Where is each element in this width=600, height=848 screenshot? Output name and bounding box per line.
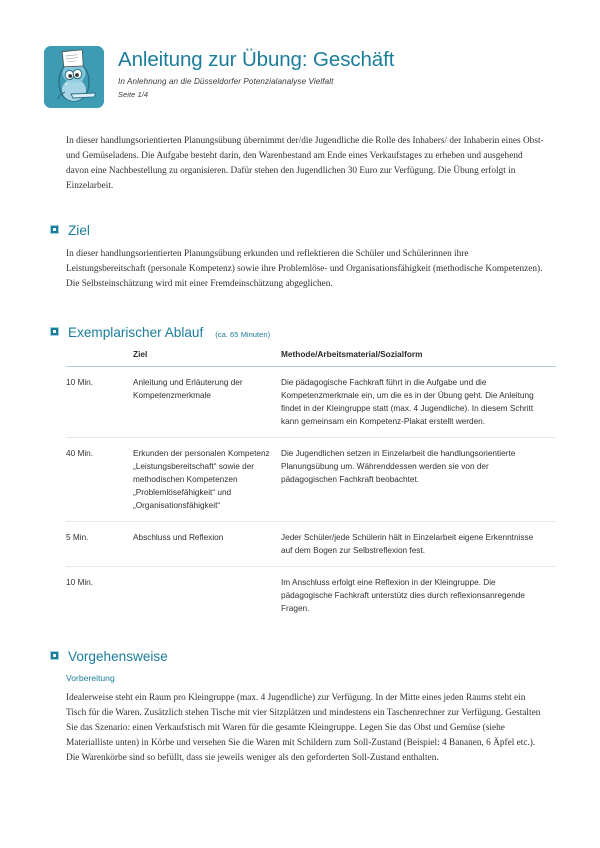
section-ziel bbox=[40, 224, 548, 292]
cell-methode: Die pädagogische Fachkraft führt in die Aufgabe und die Kompetenzmerkmale ein, um die es in der Übung geht. Die Anleitung findet in der Kleingruppe statt (max. 4 Jugendliche). In diesem Schritt kann gemeinsam ein Kompetenz-Plakat erstellt werden. bbox=[281, 366, 556, 437]
column-header-methode: Methode/Arbeitsmaterial/Sozialform bbox=[281, 349, 556, 367]
ziel-paragraph: In dieser handlungsorientierten Planungsübung erkunden und reflektieren die Schüler und Schülerinnen ihre Leistungsbereitschaft (personale Kompetenz) sowie ihre Problemlöse- und Organisationsfähigkeit (methodische Kompetenzen). Die Selbsteinschätzung wird mit einer Fremdeinschätzung abgeglichen. bbox=[66, 248, 543, 289]
cell-ziel: Erkunden der personalen Kompetenz „Leistungsbereitschaft“ sowie der methodischen Kompetenzen „Problemlösefähigkeit“ und „Organisationsfähigkeit“ bbox=[133, 437, 281, 521]
table-row bbox=[66, 437, 556, 521]
section-vorgehensweise bbox=[40, 650, 548, 766]
cell-ziel: Anleitung und Erläuterung der Kompetenzmerkmale bbox=[133, 366, 281, 437]
section-ablauf-duration: (ca. 65 Minuten) bbox=[215, 329, 271, 339]
section-ablauf-title: Exemplarischer Ablauf bbox=[68, 324, 204, 340]
column-header-ziel: Ziel bbox=[133, 349, 281, 367]
section-ablauf bbox=[40, 326, 548, 624]
square-bullet-icon bbox=[50, 327, 59, 336]
intro-paragraph: In dieser handlungsorientierten Planungsübung übernimmt der/die Jugendliche die Rolle des Inhabers/ der Inhaberin eines Obst- und Gemüseladens. Die Aufgabe besteht darin, den Warenbestand am Ende eines Verkaufstages zu erheben und ausgehend davon eine Nachbestellung zu organisieren. Dafür stehen den Jugendlichen 30 Euro zur Verfügung. Die Übung erfolgt in Einzelarbeit. bbox=[66, 136, 544, 192]
page-title: Anleitung zur Übung: Geschäft bbox=[118, 48, 395, 71]
document-header bbox=[44, 40, 548, 108]
table-head bbox=[66, 349, 556, 367]
table-header-row bbox=[66, 349, 556, 367]
cell-time: 10 Min. bbox=[66, 366, 133, 437]
cell-time: 10 Min. bbox=[66, 577, 94, 587]
spacer bbox=[40, 296, 548, 326]
ablauf-table bbox=[66, 349, 556, 624]
cell-ziel: Abschluss und Reflexion bbox=[133, 521, 281, 566]
table-row bbox=[66, 366, 556, 437]
vorgehensweise-paragraph: Idealerweise steht ein Raum pro Kleingruppe (max. 4 Jugendliche) zur Verfügung. In der Mitte eines jeden Raums steht ein Tisch für die Waren. Zusätzlich stehen Tische mit vier Sitzplätzen und mindestens ein Taschenrechner zur Verfügung. Gestalten Sie das Szenario: einen Verkaufstisch mit Waren für die gesamte Kleingruppe. Legen Sie das Obst und Gemüse (siehe Materialliste unten) in Körbe und versehen Sie die Waren mit Schildern zum Soll-Zustand (Beispiel: 4 Bananen, 6 Äpfel etc.). Die Warenkörbe sind so befüllt, dass sie jeweils weniger als den geforderten Soll-Zustand enthalten. bbox=[66, 692, 541, 763]
square-bullet-icon bbox=[50, 651, 59, 660]
cell-time: 40 Min. bbox=[66, 437, 133, 521]
spacer bbox=[40, 628, 548, 650]
spacer bbox=[40, 770, 548, 830]
table-row bbox=[66, 566, 556, 624]
column-header-time bbox=[66, 349, 133, 367]
square-bullet-icon bbox=[50, 225, 59, 234]
table-body bbox=[66, 366, 556, 624]
cell-methode: Jeder Schüler/jede Schülerin hält in Einzelarbeit eigene Erkenntnisse auf dem Bogen zur Selbstreflexion fest. bbox=[281, 521, 556, 566]
page-subtitle: In Anlehnung an die Düsseldorfer Potenzialanalyse Vielfalt bbox=[118, 76, 334, 86]
section-vorgehensweise-heading bbox=[50, 650, 548, 664]
section-ablauf-heading bbox=[50, 326, 548, 340]
section-ziel-title: Ziel bbox=[68, 223, 90, 239]
mascot-chef-logo-icon bbox=[44, 46, 104, 108]
page-number-label: Seite 1/4 bbox=[118, 90, 149, 100]
header-text-block bbox=[118, 40, 394, 99]
section-vorgehensweise-title: Vorgehensweise bbox=[68, 648, 168, 664]
cell-ziel bbox=[133, 566, 281, 624]
cell-time: 5 Min. bbox=[66, 521, 133, 566]
subsection-vorbereitung-title: Vorbereitung bbox=[66, 672, 115, 683]
table-row bbox=[66, 521, 556, 566]
cell-methode: Im Anschluss erfolgt eine Reflexion in der Kleingruppe. Die pädagogische Fachkraft unterstütz dies durch reflexionsanregende Fragen. bbox=[281, 577, 525, 613]
section-ziel-heading bbox=[50, 224, 548, 238]
cell-methode: Die Jugendlichen setzen in Einzelarbeit die handlungsorientierte Planungsübung um. Währenddessen werden sie von der pädagogischen Fachkraft beobachtet. bbox=[281, 437, 556, 521]
